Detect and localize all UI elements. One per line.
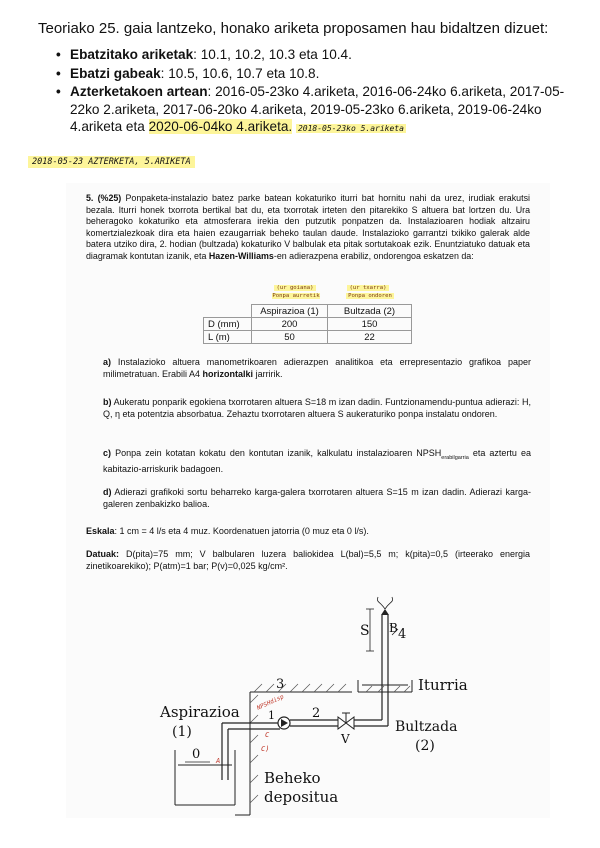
label-bultzada: Bultzada <box>395 719 458 735</box>
hand-a: A <box>216 757 221 765</box>
label-4: 4 <box>398 627 407 642</box>
handwritten-note: Ponpa aurretik <box>272 293 320 299</box>
table-row: Aspirazioa (1) Bultzada (2) <box>204 305 412 318</box>
installation-diagram <box>140 595 550 820</box>
hand-c: C <box>265 731 270 739</box>
data-line: Datuak: D(pita)=75 mm; V balbularen luzera baliokidea L(bal)=5,5 m; k(pita)=0,5 (irteerako energia zinetikoarekiko); P(atm)=1 bar; P(v)=0,025 kg/cm². <box>86 549 530 571</box>
handwritten-note-exam: 2018-05-23 AZTERKETA, 5.ARIKETA <box>28 156 195 168</box>
list-item: • Ebatzitako ariketak: 10.1, 10.2, 10.3 eta 10.4. <box>70 46 570 64</box>
label-1: (1) <box>172 724 192 740</box>
table-row: L (m) 50 22 <box>204 331 412 344</box>
label-3: 3 <box>276 677 285 692</box>
label-v: V <box>341 732 350 746</box>
handwritten-note: Ponpa ondoren <box>346 293 394 299</box>
scale-line: Eskala: 1 cm = 4 l/s eta 4 muz. Koordenatuen jatorria (0 muz eta 0 l/s). <box>86 526 369 536</box>
intro-text: Teoriako 25. gaia lantzeko, honako ariketa proposamen hau bidaltzen dizuet: <box>38 20 549 37</box>
label-0: 0 <box>192 747 201 762</box>
label-b: B <box>389 621 398 635</box>
label-1-pump: 1 <box>268 709 275 722</box>
handwritten-note: 2018-05-23ko 5.ariketa <box>297 124 404 134</box>
question-a: a) Instalazioko altuera manometrikoaren adierazpen analitikoa eta errepresentazio grafikoa paper milimetratuan. Erabili A4 horizontalki jarririk. <box>103 357 531 379</box>
question-b: b) Aukeratu ponparik egokiena txorrotaren altuera S=18 m izan dadin. Funtzionamendu-puntua adierazi: H, Q, η eta potentzia absorbatua. Zehaztu txorrotaren altuera S aukeraturiko ponpa instalatu ondoren. <box>103 397 531 419</box>
question-d: d) Adierazi grafikoki sortu beharreko karga-galera txorrotaren altuera S=15 m izan dadin. Adierazi karga-galeren zenbakizko balioa. <box>103 487 531 509</box>
label-iturria: Iturria <box>418 676 468 694</box>
problem-statement: 5. (%25) Ponpaketa-instalazio batez parke batean kokaturiko iturri bat hornitu nahi da urez, irudiak erakutsi bezala. Iturri honek txorrota bertikal bat du, eta txorrotak irteten den pitarekiko S altuera bat lortzen du. Ura beheragoko kokaturiko eta atmosferara irekia den putzutik ponpatzen da. Instalazioaren hodiak altzairu komertzialezkoak dira eta haien ezaugarriak beheko taulan daude. Instalazioko garrantzi txikiko galerak alde batera utziko dira, 2. hodian (bultzada) kokaturiko V balbulak eta pitak sortutakoak ezik. Enuntziatuko datuak eta diagramak kontutan izanik, eta Hazen-Williams-en adierazpena erabiliz, ondorengoa eskatzen da: <box>86 193 530 261</box>
hand-c2: C) <box>261 745 270 753</box>
hand-npsh: NPSHdisp <box>255 693 286 712</box>
handwritten-note: (ur txarra) <box>347 285 389 291</box>
question-c: c) Ponpa zein kotatan kokatu den kontutan izanik, kalkulatu instalazioaren $NPSH_{erabilgarria}$ eta aztertu ea kabitazio-arriskurik badagoen. <box>103 448 531 475</box>
label-2: (2) <box>415 738 435 754</box>
label-s: S <box>360 623 370 639</box>
table-row: D (mm) 200 150 <box>204 318 412 331</box>
list-item: • Azterketakoen artean: 2016-05-23ko 4.ariketa, 2016-06-24ko 6.ariketa, 2017-05-22ko 2.ariketa, 2017-06-20ko 4.ariketa, 2019-05-23ko 6.ariketa, 2019-06-24ko 4.ariketa eta 2020-06-04ko 4.ariketa. 2018-05-23ko 5.ariketa <box>70 83 570 138</box>
exercise-list <box>70 46 570 139</box>
problem-number: 5. (%25) <box>86 193 122 203</box>
label-beheko: Beheko <box>264 769 321 787</box>
pipe-data-table <box>203 304 412 344</box>
list-item: • Ebatzi gabeak: 10.5, 10.6, 10.7 eta 10.8. <box>70 65 570 83</box>
highlighted-exercise: 2020-06-04ko 4.ariketa. <box>148 119 293 135</box>
label-aspirazioa: Aspirazioa <box>160 703 240 721</box>
label-depositua: depositua <box>264 788 339 806</box>
label-2-pipe: 2 <box>312 706 321 721</box>
handwritten-note: (ur goiana) <box>274 285 316 291</box>
